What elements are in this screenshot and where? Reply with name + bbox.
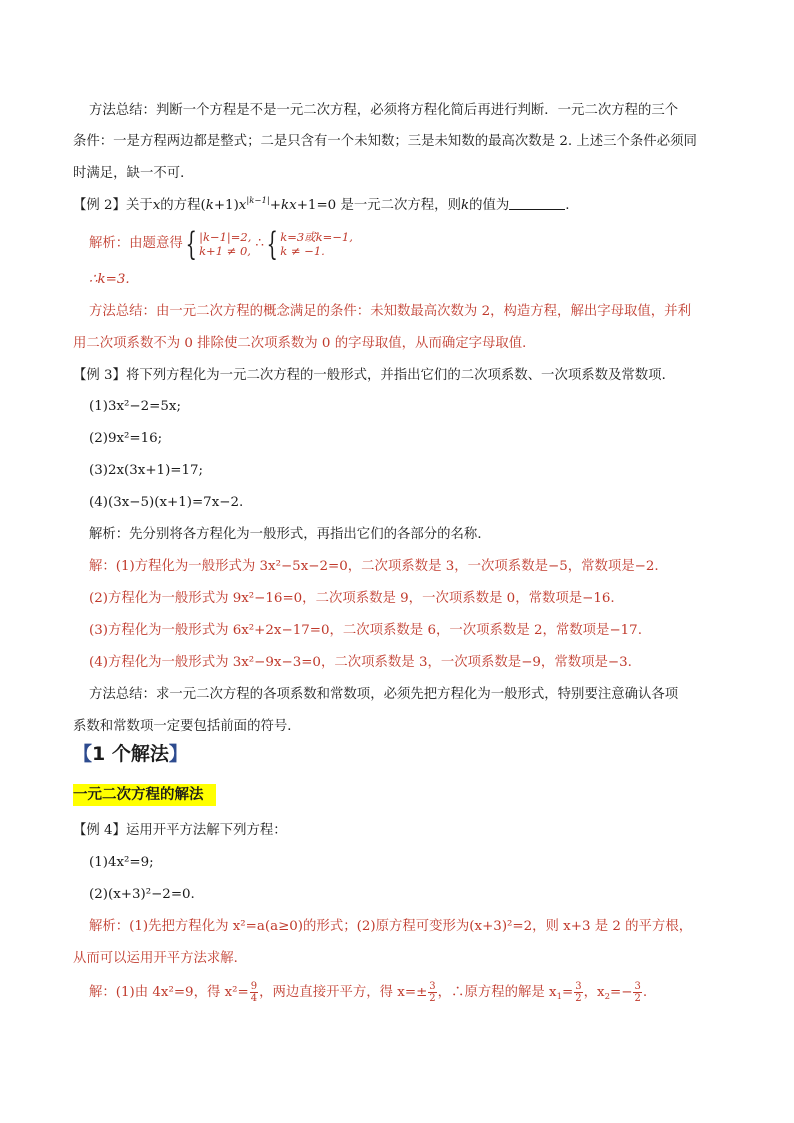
example-4-analysis-2: 从而可以运用开平方法求解． — [73, 951, 248, 966]
system-1-row-1: |k−1|=2, — [199, 229, 252, 244]
example-2-summary-1: 方法总结：由一元二次方程的概念满足的条件：未知数最高次数为 2，构造方程，解出字母取值，并利 — [89, 304, 691, 319]
text: +1) — [213, 198, 239, 213]
denominator: 2 — [634, 993, 641, 1004]
fraction — [250, 981, 258, 1004]
var-k: k — [281, 198, 290, 213]
numerator: 3 — [429, 981, 436, 992]
answer-blank — [509, 197, 565, 210]
summary-line-3: 时满足，缺一不可． — [73, 166, 194, 181]
section-heading — [73, 742, 188, 766]
example-3-item-4: (4)(3x−5)(x+1)=7x−2. — [89, 495, 244, 510]
left-brace-icon: { — [266, 224, 278, 263]
subscript: 1 — [556, 992, 563, 1002]
text: =− — [610, 985, 633, 1000]
subscript: 2 — [604, 992, 611, 1002]
text: 解：(1)由 4x²=9，得 x²= — [89, 985, 249, 1000]
example-2-analysis — [89, 224, 353, 263]
text: . — [642, 985, 648, 1000]
example-3-answer-3: (3)方程化为一般形式为 6x²+2x−17=0，二次项系数是 6，一次项系数是 2，常数项是−17. — [89, 623, 642, 638]
numerator: 3 — [634, 981, 641, 992]
example-4-analysis-1: 解析：(1)先把方程化为 x²=a(a≥0)的形式；(2)原方程可变形为(x+3)²=2，则 x+3 是 2 的平方根， — [89, 919, 693, 934]
exponent: |k−1| — [246, 196, 270, 206]
text: = — [562, 985, 574, 1000]
summary-line-2: 条件：一是方程两边都是整式；二是只含有一个未知数；三是未知数的最高次数是 2. 上述三个条件必须同 — [73, 134, 697, 149]
text: . — [565, 198, 570, 213]
system-2 — [280, 230, 353, 258]
example-2-question — [73, 197, 570, 216]
example-2-answer: ∴k=3. — [89, 272, 130, 287]
highlighted-topic: 一元二次方程的解法 — [73, 784, 216, 806]
example-4-item-2: (2)(x+3)²−2=0. — [89, 887, 195, 902]
left-brace-icon: { — [185, 224, 197, 263]
system-1-row-2: k+1 ≠ 0, — [199, 243, 251, 258]
analysis-label: 解析：由题意得 — [89, 236, 183, 251]
example-2-label: 【例 2】关于 — [73, 198, 153, 213]
denominator: 4 — [250, 993, 258, 1004]
denominator: 2 — [429, 993, 436, 1004]
text: +1=0 是一元二次方程，则 — [296, 198, 461, 213]
section-title: 1 个解法 — [92, 743, 169, 765]
var-k: k — [205, 198, 214, 213]
var-k: k — [460, 198, 470, 213]
example-3-answer-2: (2)方程化为一般形式为 9x²−16=0，二次项系数是 9，一次项系数是 0，常数项是−16. — [89, 591, 615, 606]
fraction — [574, 981, 582, 1004]
example-3-analysis: 解析：先分别将各方程化为一般形式，再指出它们的各部分的名称． — [89, 527, 491, 542]
numerator: 3 — [575, 981, 582, 992]
fraction — [428, 981, 436, 1004]
example-3-item-3: (3)2x(3x+1)=17; — [89, 463, 204, 478]
system-1 — [199, 230, 251, 258]
example-3-summary-1: 方法总结：求一元二次方程的各项系数和常数项，必须先把方程化为一般形式，特别要注意确认各项 — [89, 687, 679, 702]
numerator: 9 — [250, 981, 258, 992]
text: 的方程( — [160, 198, 206, 213]
var-x: x — [152, 198, 161, 213]
text: + — [269, 198, 282, 213]
example-4-item-1: (1)4x²=9; — [89, 855, 154, 870]
text: 的值为 — [469, 198, 510, 213]
bracket-left: 【 — [73, 743, 93, 765]
therefore-symbol: ∴ — [255, 236, 264, 251]
example-3-answer-4: (4)方程化为一般形式为 3x²−9x−3=0，二次项系数是 3，一次项系数是−9，常数项是−3. — [89, 655, 632, 670]
example-3-summary-2: 系数和常数项一定要包括前面的符号． — [73, 719, 301, 734]
denominator: 2 — [575, 993, 582, 1004]
var-x: x — [238, 198, 247, 213]
text: ，x — [583, 985, 605, 1000]
system-2-row-1: k=3或k=−1, — [280, 229, 353, 244]
bracket-right: 】 — [168, 743, 188, 765]
system-2-row-2: k ≠ −1. — [280, 243, 325, 258]
example-2-summary-2: 用二次项系数不为 0 排除使二次项系数为 0 的字母取值，从而确定字母取值． — [73, 336, 536, 351]
fraction — [633, 981, 641, 1004]
example-4-question: 【例 4】运用开平方法解下列方程： — [73, 823, 287, 838]
example-3-item-2: (2)9x²=16; — [89, 431, 163, 446]
example-3-item-1: (1)3x²−2=5x; — [89, 399, 181, 414]
example-4-solution — [89, 978, 647, 1009]
text: ，两边直接开平方，得 x=± — [259, 985, 428, 1000]
text: ，∴原方程的解是 x — [437, 985, 557, 1000]
var-x: x — [289, 198, 297, 213]
example-3-answer-1: 解：(1)方程化为一般形式为 3x²−5x−2=0，二次项系数是 3，一次项系数是−5，常数项是−2. — [89, 559, 659, 574]
example-3-question: 【例 3】将下列方程化为一元二次方程的一般形式，并指出它们的二次项系数、一次项系数及常数项． — [73, 368, 675, 383]
summary-line-1: 方法总结：判断一个方程是不是一元二次方程，必须将方程化简后再进行判断．一元二次方程的三个 — [89, 103, 679, 118]
